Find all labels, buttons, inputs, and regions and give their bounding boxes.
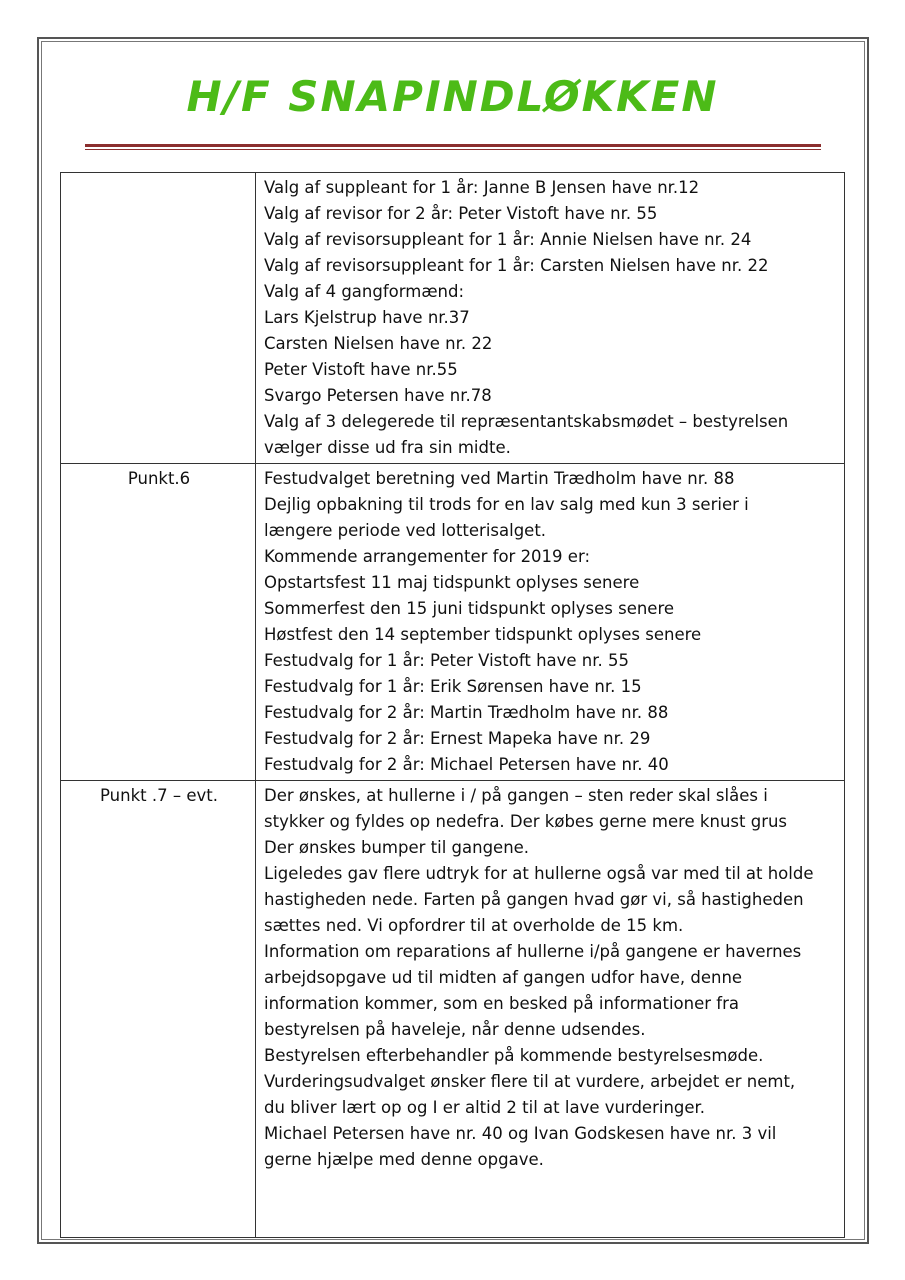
agenda-content <box>256 173 845 464</box>
minutes-line: Valg af revisorsuppleant for 1 år: Carsten Nielsen have nr. 22 <box>264 256 769 275</box>
minutes-line: Høstfest den 14 september tidspunkt oplyses senere <box>264 625 702 644</box>
minutes-line: Lars Kjelstrup have nr.37 <box>264 308 470 327</box>
minutes-line: Kommende arrangementer for 2019 er: <box>264 547 591 566</box>
minutes-line: arbejdsopgave ud til midten af gangen udfor have, denne <box>264 968 743 987</box>
minutes-line: Information om reparations af hullerne i/på gangene er havernes <box>264 942 802 961</box>
minutes-line: Opstartsfest 11 maj tidspunkt oplyses senere <box>264 573 640 592</box>
minutes-line: Sommerfest den 15 juni tidspunkt oplyses senere <box>264 599 675 618</box>
minutes-line: længere periode ved lotterisalget. <box>264 521 547 540</box>
minutes-line: Festudvalg for 1 år: Erik Sørensen have nr. 15 <box>264 677 642 696</box>
minutes-line: bestyrelsen på haveleje, når denne udsendes. <box>264 1020 646 1039</box>
minutes-line: Bestyrelsen efterbehandler på kommende bestyrelsesmøde. <box>264 1046 764 1065</box>
title-divider-thick <box>85 144 821 147</box>
table-row <box>61 781 845 1238</box>
minutes-line: sættes ned. Vi opfordrer til at overholde de 15 km. <box>264 916 684 935</box>
table-row <box>61 173 845 464</box>
agenda-label: Punkt.6 <box>61 464 256 781</box>
minutes-line: Vurderingsudvalget ønsker flere til at vurdere, arbejdet er nemt, <box>264 1072 796 1091</box>
minutes-line: Valg af 4 gangformænd: <box>264 282 465 301</box>
table-row <box>61 464 845 781</box>
agenda-content <box>256 781 845 1238</box>
minutes-line: Festudvalget beretning ved Martin Trædholm have nr. 88 <box>264 469 735 488</box>
minutes-line: stykker og fyldes op nedefra. Der købes gerne mere knust grus <box>264 812 788 831</box>
minutes-line: Michael Petersen have nr. 40 og Ivan Godskesen have nr. 3 vil <box>264 1124 777 1143</box>
minutes-line: Svargo Petersen have nr.78 <box>264 386 492 405</box>
minutes-line: du bliver lært op og I er altid 2 til at lave vurderinger. <box>264 1098 706 1117</box>
minutes-line: Carsten Nielsen have nr. 22 <box>264 334 493 353</box>
minutes-line: Ligeledes gav flere udtryk for at hullerne også var med til at holde <box>264 864 814 883</box>
minutes-line: Festudvalg for 1 år: Peter Vistoft have nr. 55 <box>264 651 630 670</box>
minutes-line: Peter Vistoft have nr.55 <box>264 360 458 379</box>
title-divider-thin <box>85 149 821 150</box>
association-title: H/F SNAPINDLØKKEN <box>186 72 719 121</box>
minutes-line: vælger disse ud fra sin midte. <box>264 438 511 457</box>
minutes-table <box>60 172 845 1238</box>
minutes-line: information kommer, som en besked på informationer fra <box>264 994 739 1013</box>
minutes-line: Dejlig opbakning til trods for en lav salg med kun 3 serier i <box>264 495 749 514</box>
minutes-line: Der ønskes, at hullerne i / på gangen – sten reder skal slåes i <box>264 786 768 805</box>
minutes-line: Valg af revisor for 2 år: Peter Vistoft have nr. 55 <box>264 204 658 223</box>
minutes-line: Valg af 3 delegerede til repræsentantskabsmødet – bestyrelsen <box>264 412 789 431</box>
minutes-line: gerne hjælpe med denne opgave. <box>264 1150 544 1169</box>
minutes-line: Der ønskes bumper til gangene. <box>264 838 530 857</box>
minutes-line: hastigheden nede. Farten på gangen hvad gør vi, så hastigheden <box>264 890 804 909</box>
minutes-line: Festudvalg for 2 år: Martin Trædholm have nr. 88 <box>264 703 669 722</box>
agenda-label: Punkt .7 – evt. <box>61 781 256 1238</box>
minutes-line: Festudvalg for 2 år: Michael Petersen have nr. 40 <box>264 755 669 774</box>
agenda-label <box>61 173 256 464</box>
minutes-line: Festudvalg for 2 år: Ernest Mapeka have nr. 29 <box>264 729 651 748</box>
minutes-line: Valg af revisorsuppleant for 1 år: Annie Nielsen have nr. 24 <box>264 230 752 249</box>
minutes-line: Valg af suppleant for 1 år: Janne B Jensen have nr.12 <box>264 178 700 197</box>
agenda-content <box>256 464 845 781</box>
